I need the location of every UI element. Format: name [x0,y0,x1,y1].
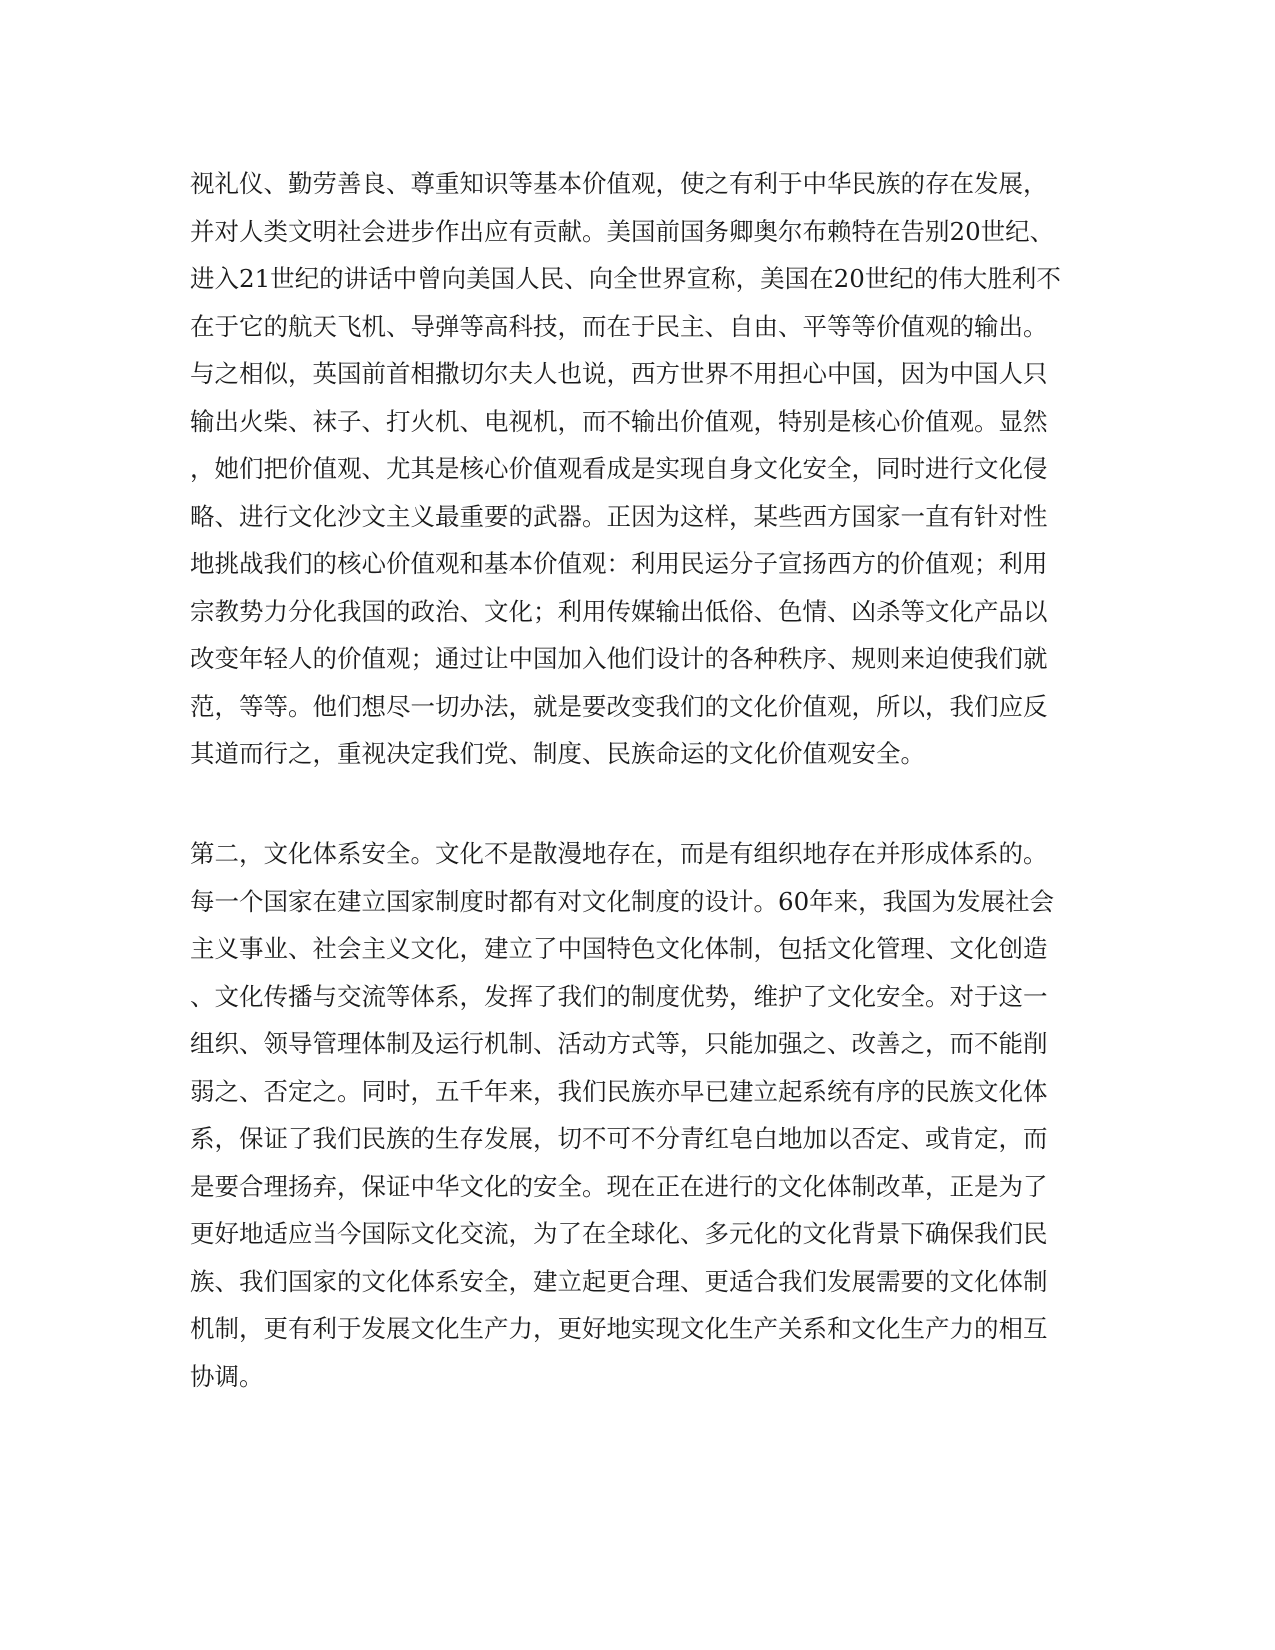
text-line: 主义事业、社会主义文化，建立了中国特色文化体制，包括文化管理、文化创造 [190,934,1048,963]
text-line: 系，保证了我们民族的生存发展，切不可不分青红皂白地加以否定、或肯定，而 [190,1124,1048,1153]
text-line: 是要合理扬弃，保证中华文化的安全。现在正在进行的文化体制改革，正是为了 [190,1171,1048,1201]
text-line: 进入21世纪的讲话中曾向美国人民、向全世界宣称，美国在20世纪的伟大胜利不 [190,264,1061,293]
text-line: 视礼仪、勤劳善良、尊重知识等基本价值观，使之有利于中华民族的存在发展， [190,169,1048,198]
text-line: 每一个国家在建立国家制度时都有对文化制度的设计。60年来，我国为发展社会 [190,886,1055,916]
text-line: 范，等等。他们想尽一切办法，就是要改变我们的文化价值观，所以，我们应反 [190,691,1048,721]
text-line: 并对人类文明社会进步作出应有贡献。美国前国务卿奥尔布赖特在告别20世纪、 [190,216,1055,246]
text-line: 其道而行之，重视决定我们党、制度、民族命运的文化价值观安全。 [190,739,925,768]
text-line: 机制，更有利于发展文化生产力，更好地实现文化生产关系和文化生产力的相互 [190,1314,1048,1343]
text-line: 协调。 [190,1361,264,1391]
text-line: 宗教势力分化我国的政治、文化；利用传媒输出低俗、色情、凶杀等文化产品以 [190,596,1048,626]
text-line: 第二，文化体系安全。文化不是散漫地存在，而是有组织地存在并形成体系的。 [190,839,1048,868]
paragraph-cultural-system-security [190,830,1070,1400]
text-line: ，她们把价值观、尤其是核心价值观看成是实现自身文化安全，同时进行文化侵 [190,454,1048,483]
text-line: 地挑战我们的核心价值观和基本价值观：利用民运分子宣扬西方的价值观；利用 [190,549,1048,578]
text-line: 输出火柴、袜子、打火机、电视机，而不输出价值观，特别是核心价值观。显然 [190,406,1048,436]
text-line: 改变年轻人的价值观；通过让中国加入他们设计的各种秩序、规则来迫使我们就 [190,644,1048,673]
text-line: 在于它的航天飞机、导弹等高科技，而在于民主、自由、平等等价值观的输出。 [190,311,1048,341]
text-line: 组织、领导管理体制及运行机制、活动方式等，只能加强之、改善之，而不能削 [190,1029,1048,1058]
text-line: 族、我们国家的文化体系安全，建立起更合理、更适合我们发展需要的文化体制 [190,1266,1048,1296]
text-line: 更好地适应当今国际文化交流，为了在全球化、多元化的文化背景下确保我们民 [190,1219,1048,1248]
text-line: 弱之、否定之。同时，五千年来，我们民族亦早已建立起系统有序的民族文化体 [190,1076,1048,1106]
text-line: 与之相似，英国前首相撒切尔夫人也说，西方世界不用担心中国，因为中国人只 [190,359,1048,388]
text-line: 略、进行文化沙文主义最重要的武器。正因为这样，某些西方国家一直有针对性 [190,501,1048,531]
text-line: 、文化传播与交流等体系，发挥了我们的制度优势，维护了文化安全。对于这一 [190,981,1048,1011]
paragraph-value-security [190,160,1070,778]
